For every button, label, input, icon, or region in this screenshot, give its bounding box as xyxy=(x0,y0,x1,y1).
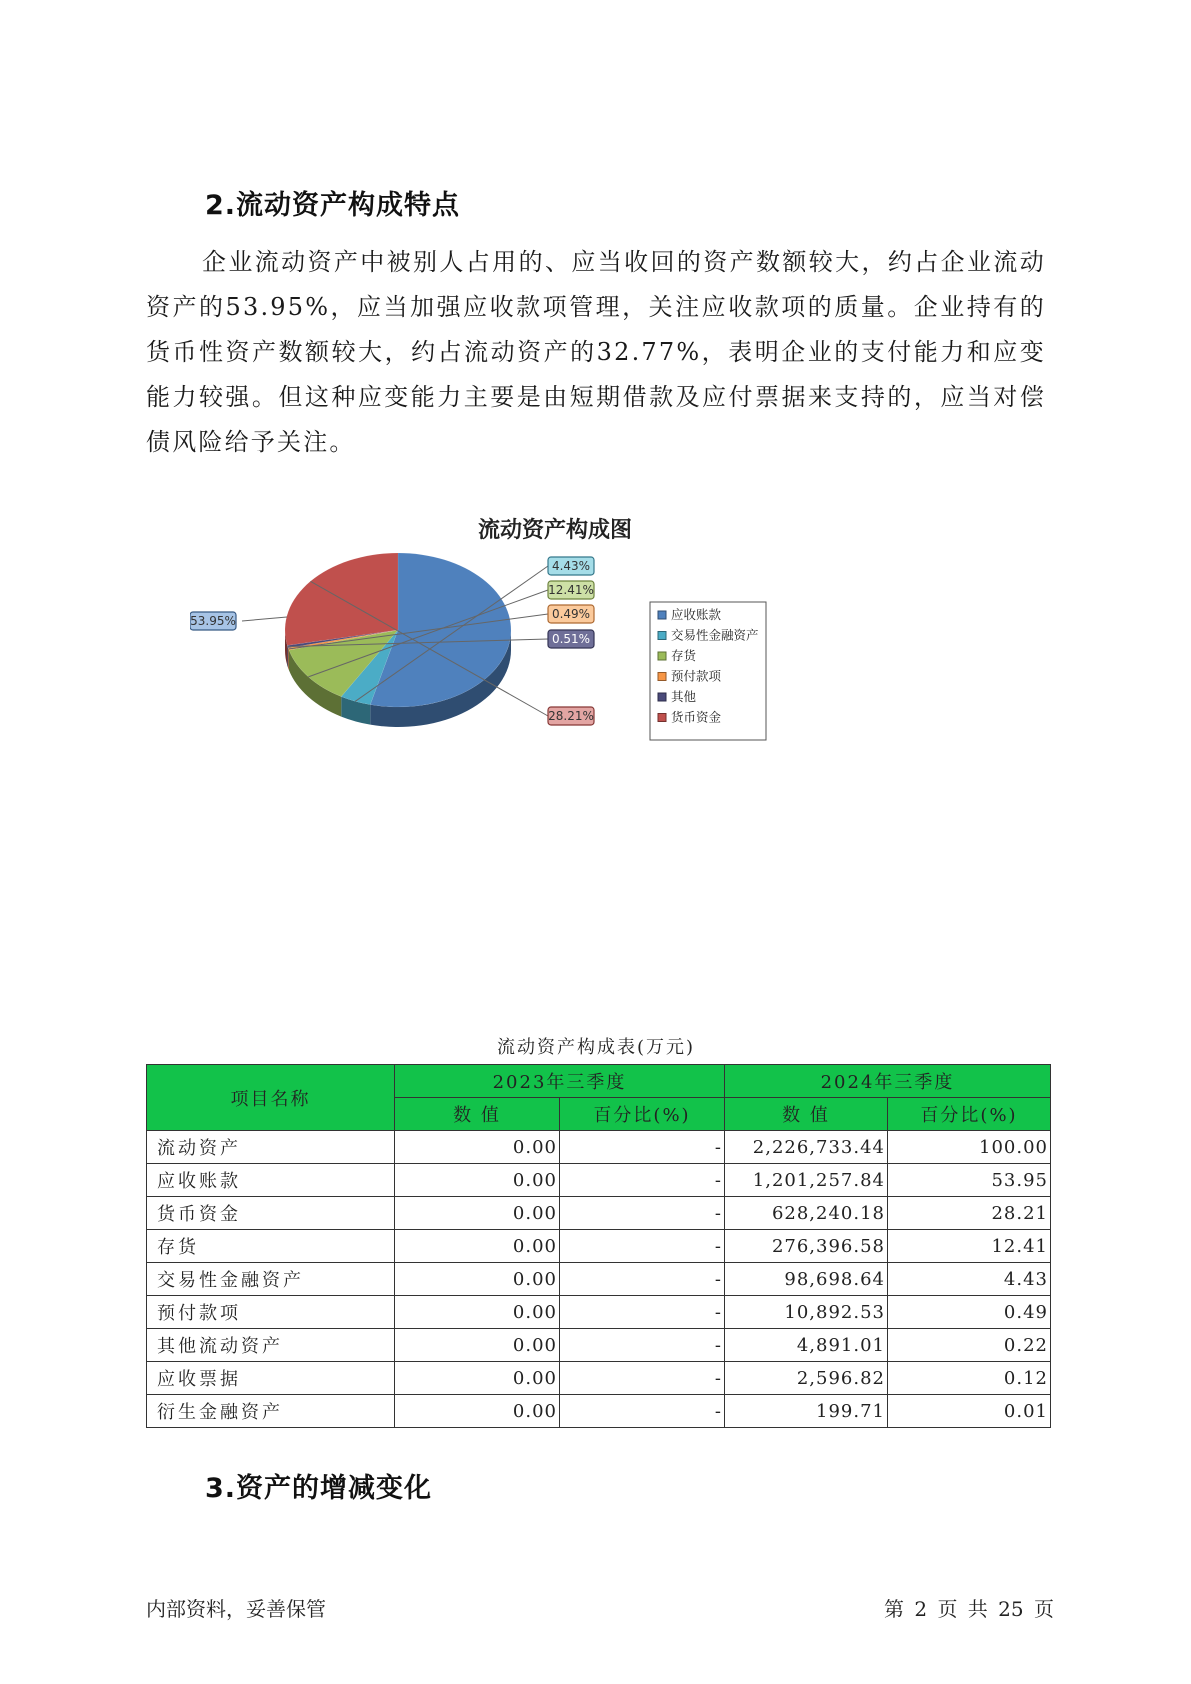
table-row xyxy=(147,1296,1051,1329)
percent-2024-cell: 100.00 xyxy=(888,1131,1051,1164)
value-2024-cell: 4,891.01 xyxy=(725,1329,888,1362)
value-2024-cell: 98,698.64 xyxy=(725,1263,888,1296)
section-2-heading: 2.流动资产构成特点 xyxy=(205,190,461,221)
legend-entry: 应收账款 xyxy=(671,607,722,622)
header-percent-2023: 百分比(%) xyxy=(560,1098,725,1131)
row-name-cell: 其他流动资产 xyxy=(147,1329,395,1362)
value-2023-cell: 0.00 xyxy=(395,1329,560,1362)
row-name-cell: 存货 xyxy=(147,1230,395,1263)
percent-2024-cell: 0.12 xyxy=(888,1362,1051,1395)
percent-2023-cell: - xyxy=(560,1296,725,1329)
row-name-cell: 应收账款 xyxy=(147,1164,395,1197)
legend-entry: 其他 xyxy=(671,689,697,704)
table-row xyxy=(147,1230,1051,1263)
legend-entry: 存货 xyxy=(671,648,697,663)
row-name-cell: 交易性金融资产 xyxy=(147,1263,395,1296)
section-3-heading: 3.资产的增减变化 xyxy=(205,1473,433,1504)
legend-swatch xyxy=(658,693,666,701)
pie-side-4 xyxy=(287,645,288,667)
data-label: 53.95% xyxy=(190,614,236,628)
data-label: 0.49% xyxy=(551,607,591,621)
table-row xyxy=(147,1263,1051,1296)
percent-2023-cell: - xyxy=(560,1230,725,1263)
percent-2024-cell: 4.43 xyxy=(888,1263,1051,1296)
footer-confidential-note: 内部资料，妥善保管 xyxy=(146,1597,326,1621)
value-2024-cell: 1,201,257.84 xyxy=(725,1164,888,1197)
row-name-cell: 货币资金 xyxy=(147,1197,395,1230)
chart-title: 流动资产构成图 xyxy=(477,518,633,543)
value-2023-cell: 0.00 xyxy=(395,1362,560,1395)
table-caption: 流动资产构成表(万元) xyxy=(496,1037,696,1058)
pie-top xyxy=(285,553,511,707)
legend-swatch xyxy=(658,652,666,660)
header-period-2024: 2024年三季度 xyxy=(725,1065,1051,1098)
percent-2024-cell: 12.41 xyxy=(888,1230,1051,1263)
data-label: 28.21% xyxy=(548,709,594,723)
table-row xyxy=(147,1164,1051,1197)
value-2024-cell: 628,240.18 xyxy=(725,1197,888,1230)
value-2023-cell: 0.00 xyxy=(395,1230,560,1263)
value-2023-cell: 0.00 xyxy=(395,1131,560,1164)
value-2023-cell: 0.00 xyxy=(395,1296,560,1329)
legend-entry: 交易性金融资产 xyxy=(671,627,759,643)
value-2023-cell: 0.00 xyxy=(395,1395,560,1428)
chart-legend xyxy=(650,602,766,740)
value-2024-cell: 10,892.53 xyxy=(725,1296,888,1329)
legend-swatch xyxy=(658,611,666,619)
table-row xyxy=(147,1329,1051,1362)
percent-2023-cell: - xyxy=(560,1329,725,1362)
data-label: 0.51% xyxy=(551,632,591,646)
value-2023-cell: 0.00 xyxy=(395,1197,560,1230)
percent-2023-cell: - xyxy=(560,1263,725,1296)
header-percent-2024: 百分比(%) xyxy=(888,1098,1051,1131)
row-name-cell: 流动资产 xyxy=(147,1131,395,1164)
table-row xyxy=(147,1362,1051,1395)
percent-2023-cell: - xyxy=(560,1395,725,1428)
value-2023-cell: 0.00 xyxy=(395,1263,560,1296)
header-period-2023: 2023年三季度 xyxy=(395,1065,725,1098)
legend-swatch xyxy=(658,673,666,681)
value-2024-cell: 2,596.82 xyxy=(725,1362,888,1395)
percent-2023-cell: - xyxy=(560,1131,725,1164)
percent-2023-cell: - xyxy=(560,1164,725,1197)
header-value-2023: 数 值 xyxy=(395,1098,560,1131)
percent-2024-cell: 0.49 xyxy=(888,1296,1051,1329)
pie-chart xyxy=(190,505,840,805)
row-name-cell: 预付款项 xyxy=(147,1296,395,1329)
data-label: 12.41% xyxy=(548,583,594,597)
header-value-2024: 数 值 xyxy=(725,1098,888,1131)
pie-side-3 xyxy=(288,648,289,670)
percent-2024-cell: 28.21 xyxy=(888,1197,1051,1230)
value-2024-cell: 276,396.58 xyxy=(725,1230,888,1263)
table-row xyxy=(147,1197,1051,1230)
row-name-cell: 衍生金融资产 xyxy=(147,1395,395,1428)
leader-line xyxy=(242,617,287,621)
percent-2024-cell: 0.01 xyxy=(888,1395,1051,1428)
body-paragraph: 企业流动资产中被别人占用的、应当收回的资产数额较大，约占企业流动资产的53.95%，应当加强应收款项管理，关注应收款项的质量。企业持有的货币性资产数额较大，约占流动资产的32.77%，表明企业的支付能力和应变能力较强。但这种应变能力主要是由短期借款及应付票据来支持的，应当对偿债风险给予关注。 xyxy=(146,248,1046,456)
percent-2023-cell: - xyxy=(560,1197,725,1230)
data-label: 4.43% xyxy=(551,559,591,573)
legend-swatch xyxy=(658,714,666,722)
value-2024-cell: 2,226,733.44 xyxy=(725,1131,888,1164)
header-item-name: 项目名称 xyxy=(147,1065,395,1131)
row-name-cell: 应收票据 xyxy=(147,1362,395,1395)
percent-2024-cell: 0.22 xyxy=(888,1329,1051,1362)
current-assets-table xyxy=(146,1064,1051,1428)
table-row xyxy=(147,1131,1051,1164)
legend-entry: 货币资金 xyxy=(671,709,722,725)
legend-swatch xyxy=(658,632,666,640)
table-row xyxy=(147,1395,1051,1428)
legend-entry: 预付款项 xyxy=(671,668,722,684)
value-2024-cell: 199.71 xyxy=(725,1395,888,1428)
footer-page-number: 第 2 页 共 25 页 xyxy=(884,1597,1054,1621)
percent-2023-cell: - xyxy=(560,1362,725,1395)
value-2023-cell: 0.00 xyxy=(395,1164,560,1197)
percent-2024-cell: 53.95 xyxy=(888,1164,1051,1197)
